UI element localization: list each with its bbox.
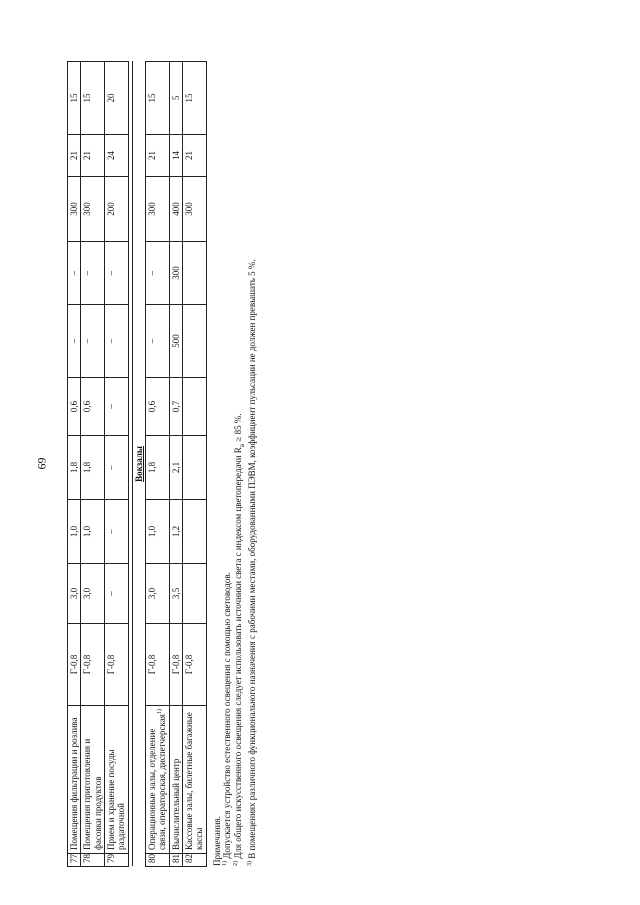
value-cell-5: –: [105, 378, 129, 436]
note-1: [222, 62, 233, 866]
value-cell-2: 3,0: [81, 564, 105, 624]
row-number-cell: 80: [146, 854, 170, 867]
value-cell-3: 1,0: [81, 500, 105, 564]
value-cell-5: 0,7: [169, 378, 182, 436]
value-cell-7: –: [105, 242, 129, 305]
value-cell-8: 200: [105, 177, 129, 242]
row-number-cell: 78: [81, 854, 105, 867]
value-cell-9: 14: [169, 135, 182, 177]
value-cell-10: 15: [68, 62, 81, 135]
value-cell-2: 3,0: [68, 564, 81, 624]
room-name-cell: [169, 706, 182, 854]
value-cell-5: 0,6: [68, 378, 81, 436]
value-cell-3: –: [105, 500, 129, 564]
value-cell-8: 300: [81, 177, 105, 242]
note-2-text-b: ≥ 85 %.: [233, 413, 243, 444]
value-cell-10: 15: [146, 62, 170, 135]
table-row: [169, 62, 182, 867]
section-title: Вокзалы: [132, 62, 145, 867]
value-cell-7: [183, 242, 207, 305]
note-2-text-a: Для общего искусственного освещения следует использовать источники света с индексом цветопередачи R: [233, 447, 243, 861]
value-cell-9: 21: [146, 135, 170, 177]
room-name-text: Кассовые залы, билетные багажные кассы: [184, 712, 205, 850]
rotated-content: [67, 62, 275, 867]
room-name-text: Вычислительный центр: [170, 758, 181, 850]
notes: [207, 62, 257, 867]
value-cell-6: 500: [169, 305, 182, 378]
value-cell-4: 1,8: [81, 436, 105, 500]
room-name-cell: [105, 706, 129, 854]
room-name-cell: [68, 706, 81, 854]
page-number: 69: [34, 457, 49, 470]
value-cell-2: 3,5: [169, 564, 182, 624]
row-number-cell: 77: [68, 854, 81, 867]
value-cell-1: Г-0,8: [146, 624, 170, 706]
value-cell-4: –: [105, 436, 129, 500]
value-cell-5: 0,6: [81, 378, 105, 436]
value-cell-5: 0,6: [146, 378, 170, 436]
value-cell-7: –: [81, 242, 105, 305]
value-cell-9: 21: [81, 135, 105, 177]
lighting-norms-table: [67, 61, 207, 867]
value-cell-6: –: [81, 305, 105, 378]
value-cell-9: 21: [183, 135, 207, 177]
value-cell-8: 300: [146, 177, 170, 242]
value-cell-10: 5: [169, 62, 182, 135]
value-cell-1: Г-0,8: [105, 624, 129, 706]
value-cell-2: –: [105, 564, 129, 624]
table-row: [183, 62, 207, 867]
row-number-cell: 79: [105, 854, 129, 867]
note-3-text: В помещениях различного функционального назначения с рабочими местами, оборудованными ПЭВМ, коэффициент пульсации не должен превышать 5 %.: [246, 259, 257, 861]
value-cell-7: 300: [169, 242, 182, 305]
room-name-cell: [183, 706, 207, 854]
note-1-text: Допускается устройство естественного освещения с помощью световодов.: [222, 572, 233, 861]
table-row: [81, 62, 105, 867]
value-cell-10: 20: [105, 62, 129, 135]
value-cell-3: 1,2: [169, 500, 182, 564]
value-cell-9: 24: [105, 135, 129, 177]
value-cell-4: 1,8: [146, 436, 170, 500]
section-row: [132, 62, 145, 867]
note-3: [247, 62, 258, 866]
notes-heading: Примечания.: [211, 816, 222, 866]
room-name-text: Помещения фильтрации и розлива: [69, 717, 79, 850]
value-cell-2: 3,0: [146, 564, 170, 624]
room-name-cell: [146, 706, 170, 854]
value-cell-6: –: [105, 305, 129, 378]
value-cell-4: 1,8: [68, 436, 81, 500]
note-3-mark: 3): [246, 861, 253, 866]
value-cell-1: Г-0,8: [183, 624, 207, 706]
room-name-text: Операционные залы, отделение связи, операторская, диспетчерская: [147, 714, 168, 850]
value-cell-7: –: [146, 242, 170, 305]
table-row: [68, 62, 81, 867]
value-cell-3: [183, 500, 207, 564]
value-cell-8: 300: [183, 177, 207, 242]
table-row: [146, 62, 170, 867]
value-cell-6: [183, 305, 207, 378]
value-cell-1: Г-0,8: [81, 624, 105, 706]
value-cell-8: 400: [169, 177, 182, 242]
row-number-cell: 81: [169, 854, 182, 867]
room-name-cell: [81, 706, 105, 854]
value-cell-10: 15: [81, 62, 105, 135]
value-cell-3: 1,0: [68, 500, 81, 564]
row-number-cell: 82: [183, 854, 207, 867]
note-2: [233, 62, 247, 866]
table-row: [105, 62, 129, 867]
value-cell-7: –: [68, 242, 81, 305]
note-1-mark: 1): [222, 861, 229, 866]
footnote-mark: 1): [157, 709, 164, 715]
value-cell-5: [183, 378, 207, 436]
note-2-mark: 2): [233, 861, 239, 866]
value-cell-6: –: [146, 305, 170, 378]
value-cell-4: [183, 436, 207, 500]
room-name-text: Помещения приготовления и фасовки продуктов: [82, 738, 103, 850]
value-cell-3: 1,0: [146, 500, 170, 564]
value-cell-1: Г-0,8: [68, 624, 81, 706]
value-cell-1: Г-0,8: [169, 624, 182, 706]
value-cell-4: 2,1: [169, 436, 182, 500]
value-cell-2: [183, 564, 207, 624]
value-cell-9: 21: [68, 135, 81, 177]
note-2-subscript: a: [236, 443, 246, 448]
value-cell-10: 15: [183, 62, 207, 135]
room-name-text: Прием и хранение посуды раздаточной: [106, 749, 127, 850]
value-cell-8: 300: [68, 177, 81, 242]
value-cell-6: –: [68, 305, 81, 378]
